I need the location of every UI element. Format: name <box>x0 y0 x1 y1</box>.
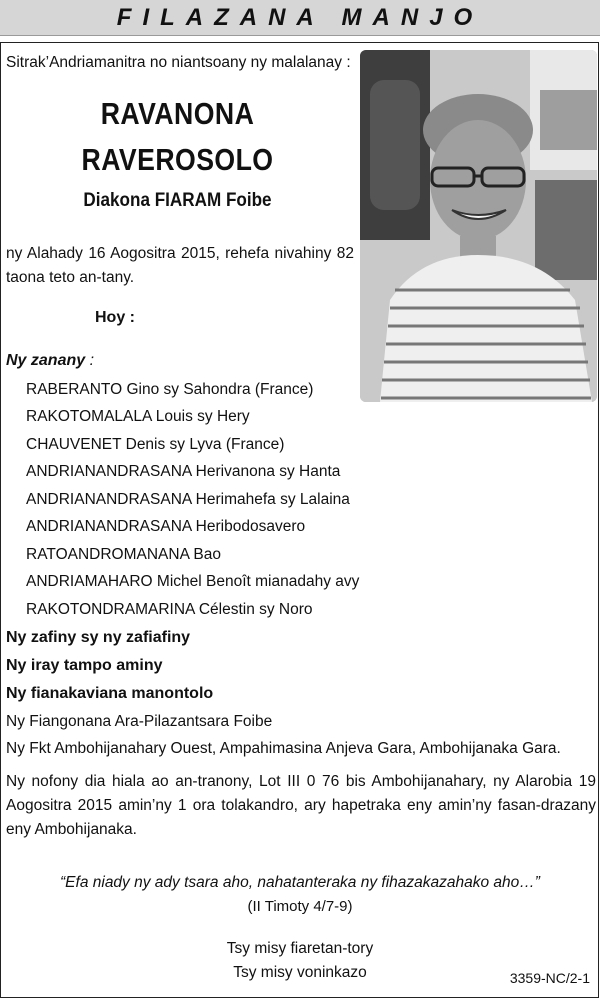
notice-code: 3359-NC/2-1 <box>509 970 590 986</box>
deceased-name-line1: RAVANONA <box>100 96 255 131</box>
bible-reference: (II Timoty 4/7-9) <box>247 898 353 915</box>
passing-date-text: ny Alahady 16 Aogositra 2015, rehefa nivahiny 82 taona teto an-tany. <box>6 245 354 286</box>
hoy-label: Hoy : <box>95 309 135 326</box>
bible-quote: “Efa niady ny ady tsara aho, nahatanteraka ny fihazakazahako aho…” <box>60 874 540 891</box>
family-siblings: Ny iray tampo aminy <box>6 657 163 674</box>
child-entry: RABERANTO Gino sy Sahondra (France) <box>26 381 314 398</box>
child-entry: ANDRIANANDRASANA Herimahefa sy Lalaina <box>26 491 350 508</box>
deceased-title: Diakona FIARAM Foibe <box>83 190 272 211</box>
family-grandchildren: Ny zafiny sy ny zafiafiny <box>6 629 191 646</box>
child-entry: RATOANDROMANANA Bao <box>26 546 221 563</box>
intro-text: Sitrak’Andriamanitra no niantsoany ny malalanay : <box>6 54 351 71</box>
children-heading-label: Ny zanany <box>6 352 86 369</box>
child-entry: RAKOTONDRAMARINA Célestin sy Noro <box>26 601 313 618</box>
portrait-illustration <box>360 50 597 402</box>
children-heading <box>6 352 94 370</box>
deceased-portrait-photo <box>360 50 597 402</box>
child-entry: RAKOTOMALALA Louis sy Hery <box>26 408 250 425</box>
header-title: FILAZANA MANJO <box>116 3 484 31</box>
deceased-name-line2: RAVEROSOLO <box>81 142 274 177</box>
closing-line-1: Tsy misy fiaretan-tory <box>226 940 374 957</box>
child-entry: ANDRIANANDRASANA Heribodosavero <box>26 518 306 535</box>
children-heading-colon: : <box>85 352 95 369</box>
child-entry: ANDRIAMAHARO Michel Benoît mianadahy avy <box>26 573 360 590</box>
child-entry: ANDRIANANDRASANA Herivanona sy Hanta <box>26 463 341 480</box>
burial-details: Ny nofony dia hiala ao an-tranony, Lot III 0 76 bis Ambohijanahary, ny Alarobia 19 Aogositra 2015 amin’ny 1 ora tolakandro, ary hapetraka eny amin’ny fasan-drazany eny Ambohijanaka. <box>6 773 596 838</box>
notice-header <box>0 0 600 36</box>
child-entry: CHAUVENET Denis sy Lyva (France) <box>26 436 285 453</box>
closing-line-2: Tsy misy voninkazo <box>233 964 367 981</box>
family-whole: Ny fianakaviana manontolo <box>6 685 214 702</box>
church-entry: Ny Fiangonana Ara-Pilazantsara Foibe <box>6 713 273 730</box>
fokontany-entry: Ny Fkt Ambohijanahary Ouest, Ampahimasina Anjeva Gara, Ambohijanaka Gara. <box>6 740 561 757</box>
